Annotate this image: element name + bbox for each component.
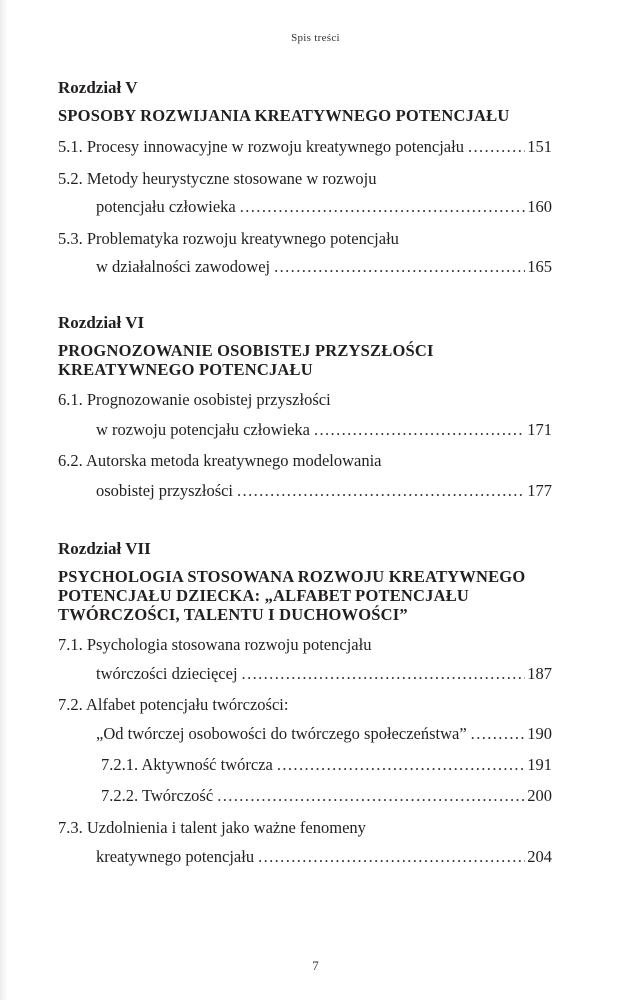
chapter-title	[58, 106, 558, 125]
entry-text: 7.1. Psychologia stosowana rozwoju potencjału	[58, 635, 372, 654]
running-head: Spis treści	[291, 32, 340, 44]
chapter-label: Rozdział VII	[58, 539, 151, 558]
toc-entry-6-2-cont[interactable]	[96, 479, 552, 503]
leader-dots	[274, 255, 525, 279]
toc-entry-5-2[interactable]	[58, 167, 552, 191]
page-ref: 190	[527, 724, 552, 743]
entry-text: potencjału człowieka	[96, 197, 236, 216]
chapter-title-line: KREATYWNEGO POTENCJAŁU	[58, 360, 313, 379]
entry-text: 7.2.2. Twórczość	[101, 786, 214, 805]
toc-entry-7-2-2[interactable]	[101, 784, 552, 808]
chapter-label: Rozdział V	[58, 78, 138, 97]
entry-text: 5.3. Problematyka rozwoju kreatywnego potencjału	[58, 229, 399, 248]
entry-text: 6.2. Autorska metoda kreatywnego modelowania	[58, 451, 382, 470]
toc-entry-5-2-cont[interactable]	[96, 195, 552, 219]
toc-entry-6-2[interactable]	[58, 449, 552, 473]
toc-entry-7-2-cont[interactable]	[96, 722, 552, 746]
chapter-title	[58, 341, 558, 379]
leader-dots	[468, 135, 525, 159]
toc-entry-5-3-cont[interactable]	[96, 255, 552, 279]
toc-entry-7-3-cont[interactable]	[96, 845, 552, 869]
toc-entry-7-2[interactable]	[58, 693, 552, 717]
page-edge-shadow	[0, 0, 8, 1000]
page-ref: 160	[527, 197, 552, 216]
entry-text: twórczości dziecięcej	[96, 664, 238, 683]
entry-text: 5.2. Metody heurystyczne stosowane w rozwoju	[58, 169, 377, 188]
chapter-title-line: POTENCJAŁU DZIECKA: „ALFABET POTENCJAŁU	[58, 586, 470, 605]
leader-dots	[471, 722, 526, 746]
leader-dots	[258, 845, 525, 869]
entry-text: 7.2. Alfabet potencjału twórczości:	[58, 695, 289, 714]
entry-text: 5.1. Procesy innowacyjne w rozwoju kreatywnego potencjału	[58, 137, 464, 156]
page-ref: 165	[527, 257, 552, 276]
leader-dots	[237, 479, 525, 503]
toc-entry-7-3[interactable]	[58, 816, 552, 840]
page-ref: 151	[527, 137, 552, 156]
page-ref: 187	[527, 664, 552, 683]
leader-dots	[277, 753, 525, 777]
leader-dots	[314, 418, 525, 442]
entry-text: 7.3. Uzdolnienia i talent jako ważne fenomeny	[58, 818, 366, 837]
toc-entry-5-3[interactable]	[58, 227, 552, 251]
leader-dots	[242, 662, 526, 686]
toc-entry-7-1-cont[interactable]	[96, 662, 552, 686]
chapter-title-line: PROGNOZOWANIE OSOBISTEJ PRZYSZŁOŚCI	[58, 341, 434, 360]
page-ref: 191	[527, 755, 552, 774]
chapter-title	[58, 567, 558, 624]
entry-text: w rozwoju potencjału człowieka	[96, 420, 310, 439]
chapter-title-line: SPOSOBY ROZWIJANIA KREATYWNEGO POTENCJAŁU	[58, 106, 510, 125]
page-ref: 200	[527, 786, 552, 805]
toc-entry-6-1-cont[interactable]	[96, 418, 552, 442]
entry-text: „Od twórczej osobowości do twórczego społeczeństwa”	[96, 724, 467, 743]
entry-text: 7.2.1. Aktywność twórcza	[101, 755, 273, 774]
toc-entry-5-1[interactable]	[58, 135, 552, 159]
toc-entry-7-2-1[interactable]	[101, 753, 552, 777]
chapter-label: Rozdział VI	[58, 313, 145, 332]
page-ref: 171	[527, 420, 552, 439]
entry-text: kreatywnego potencjału	[96, 847, 255, 866]
page-ref: 177	[527, 481, 552, 500]
page-number: 7	[312, 958, 319, 973]
entry-text: osobistej przyszłości	[96, 481, 234, 500]
chapter-title-line: TWÓRCZOŚCI, TALENTU I DUCHOWOŚCI”	[58, 605, 408, 624]
leader-dots	[240, 195, 526, 219]
toc-entry-6-1[interactable]	[58, 388, 552, 412]
toc-entry-7-1[interactable]	[58, 633, 552, 657]
page-ref: 204	[527, 847, 552, 866]
leader-dots	[217, 784, 525, 808]
entry-text: w działalności zawodowej	[96, 257, 271, 276]
entry-text: 6.1. Prognozowanie osobistej przyszłości	[58, 390, 331, 409]
chapter-title-line: PSYCHOLOGIA STOSOWANA ROZWOJU KREATYWNEGO	[58, 567, 526, 586]
